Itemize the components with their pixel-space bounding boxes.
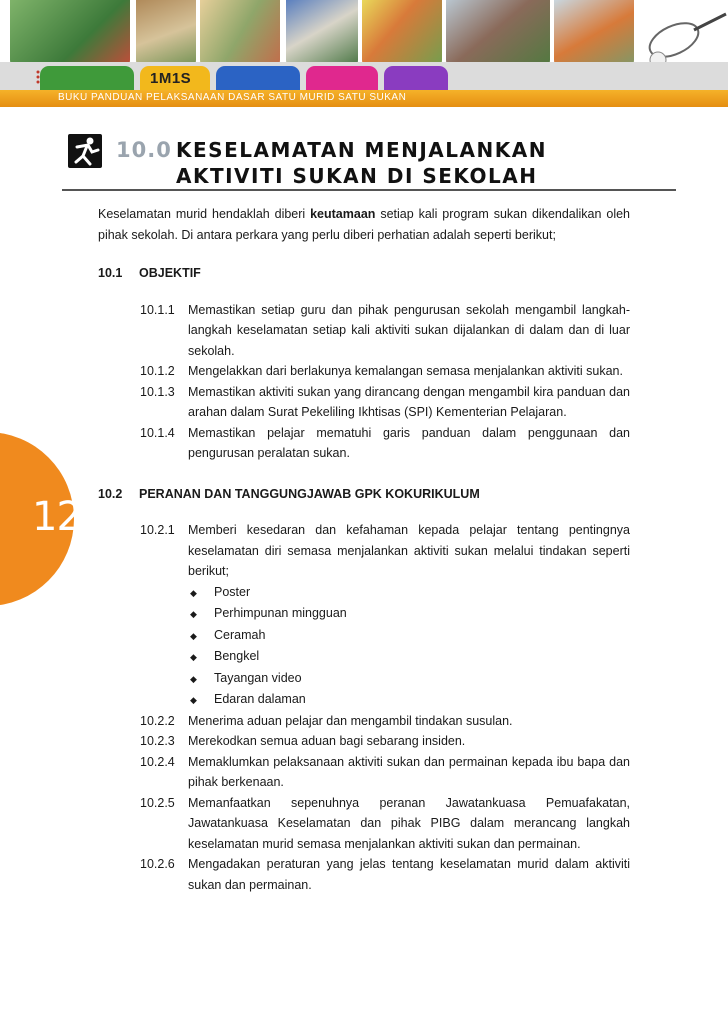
bullet-item: [188, 582, 630, 604]
bullet-item: [188, 689, 630, 711]
item-text: [188, 711, 630, 732]
bullet-text: Poster: [214, 584, 251, 599]
item-text-body: Menerima aduan pelajar dan mengambil tindakan susulan.: [188, 713, 513, 728]
sports-figure-icon: [68, 134, 102, 168]
item-number: 10.2.2: [140, 713, 175, 728]
item-text-body: Memberi kesedaran dan kefahaman kepada pelajar tentang pentingnya keselamatan diri semasa menjalankan aktiviti sukan melalui tindakan seperti berikut;: [188, 523, 630, 578]
bullet-text: Perhimpunan mingguan: [214, 606, 347, 620]
item-number: 10.2.6: [140, 857, 175, 871]
section-heading: [98, 484, 630, 505]
color-tab-purple: [384, 66, 448, 92]
item-number: 10.1.2: [140, 364, 175, 378]
page-number: 12: [32, 494, 81, 540]
item-text-body: Mengadakan peraturan yang jelas tentang keselamatan murid dalam aktiviti sukan dan permainan.: [188, 857, 630, 892]
section-title-line-2: AKTIVITI SUKAN DI SEKOLAH: [176, 164, 538, 188]
item-number: 10.1.4: [140, 425, 175, 440]
photo-sepak-takraw: [446, 0, 550, 70]
item-text-body: Memaklumkan pelaksanaan aktiviti sukan dan permainan kepada ibu bapa dan pihak berkenaan.: [188, 754, 630, 789]
item-text-body: Memastikan pelajar mematuhi garis panduan dalam penggunaan dan pengurusan peralatan sukan.: [188, 425, 630, 460]
list-item: [140, 731, 630, 752]
item-number: 10.2.4: [140, 754, 175, 769]
intro-emphasis: keutamaan: [310, 207, 376, 221]
section-title-number: 10.0: [116, 138, 172, 162]
diamond-bullet-icon: ◆: [190, 673, 197, 684]
list-item: [140, 520, 630, 711]
list-item: [140, 361, 630, 382]
color-tab-green: [40, 66, 134, 92]
bullet-item: [188, 603, 630, 625]
item-text: [188, 361, 630, 382]
bullet-text: Bengkel: [214, 649, 260, 663]
bullet-item: [188, 668, 630, 690]
banner-caption: BUKU PANDUAN PELAKSANAAN DASAR SATU MURID SATU SUKAN: [58, 92, 407, 103]
photo-kids-running: [200, 0, 280, 70]
title-divider: [62, 189, 676, 191]
list-item: [140, 793, 630, 855]
sections-container: [98, 263, 630, 895]
intro-text-start: Keselamatan murid hendaklah diberi: [98, 207, 311, 221]
bullet-text: Tayangan video: [214, 670, 302, 685]
list-item: [140, 711, 630, 732]
photo-table-tennis: [10, 0, 130, 70]
item-text: [188, 423, 630, 464]
item-text: [188, 752, 630, 793]
sports-photo-strip: [0, 0, 728, 70]
section-heading-text: PERANAN DAN TANGGUNGJAWAB GPK KOKURIKULUM: [139, 486, 480, 501]
item-text-body: Merekodkan semua aduan bagi sebarang insiden.: [188, 734, 466, 748]
bullet-item: [188, 646, 630, 668]
list-item: [140, 854, 630, 895]
diamond-bullet-icon: ◆: [190, 587, 197, 598]
list-item: [140, 423, 630, 464]
item-number: 10.2.5: [140, 795, 175, 810]
list-item: [140, 752, 630, 793]
color-tab-blue: [216, 66, 300, 92]
bullet-item: [188, 625, 630, 647]
item-number: 10.2.3: [140, 734, 175, 748]
item-text-body: Memastikan aktiviti sukan yang dirancang dengan mengambil kira panduan dan arahan dalam Surat Pekeliling Ikhtisas (SPI) Kementerian Pelajaran.: [188, 384, 630, 419]
photo-football: [286, 0, 358, 70]
document-body: [98, 204, 630, 895]
diamond-bullet-icon: ◆: [190, 609, 197, 619]
bullet-text: Edaran dalaman: [214, 692, 306, 706]
section-title-line-1: KESELAMATAN MENJALANKAN: [176, 138, 547, 162]
item-text: [188, 793, 630, 855]
list-item: [140, 300, 630, 362]
bullet-list: [188, 582, 630, 711]
bullet-text: Ceramah: [214, 627, 266, 642]
photo-basketball: [554, 0, 634, 70]
item-text: [188, 520, 630, 711]
item-text: [188, 300, 630, 362]
diamond-bullet-icon: ◆: [190, 695, 197, 705]
intro-text-end: setiap kali program sukan dikendalikan oleh pihak sekolah. Di antara perkara yang perlu diberi perhatian adalah seperti berikut;: [98, 207, 630, 242]
item-number: 10.1.3: [140, 384, 175, 399]
intro-paragraph: [98, 204, 630, 245]
item-text: [188, 854, 630, 895]
item-text-body: Mengelakkan dari berlakunya kemalangan semasa menjalankan aktiviti sukan.: [188, 364, 623, 378]
logo-1m1s: 1M1S: [150, 70, 192, 87]
photo-players: [362, 0, 442, 70]
item-text: [188, 382, 630, 423]
diamond-bullet-icon: ◆: [190, 652, 197, 662]
item-number: 10.1.1: [140, 302, 175, 317]
photo-sports-field: [136, 0, 196, 70]
list-item: [140, 382, 630, 423]
header-banner: [0, 0, 728, 112]
item-number: 10.2.1: [140, 523, 175, 537]
color-tab-pink: [306, 66, 378, 92]
section-heading-text: OBJEKTIF: [139, 266, 201, 280]
item-text-body: Memastikan setiap guru dan pihak pengurusan sekolah mengambil langkah-langkah keselamatan setiap kali aktiviti sukan dijalankan di dalam dan di luar sekolah.: [188, 302, 630, 358]
diamond-bullet-icon: ◆: [190, 630, 197, 641]
item-text: [188, 731, 630, 752]
section-number: 10.2: [98, 486, 123, 501]
item-text-body: Memanfaatkan sepenuhnya peranan Jawatankuasa Pemuafakatan, Jawatankuasa Keselamatan dan pihak PIBG dalam merancang langkah keselamatan murid semasa menjalankan aktiviti sukan dan permainan.: [188, 795, 630, 851]
section-heading: [98, 263, 630, 284]
section-number: 10.1: [98, 266, 123, 280]
